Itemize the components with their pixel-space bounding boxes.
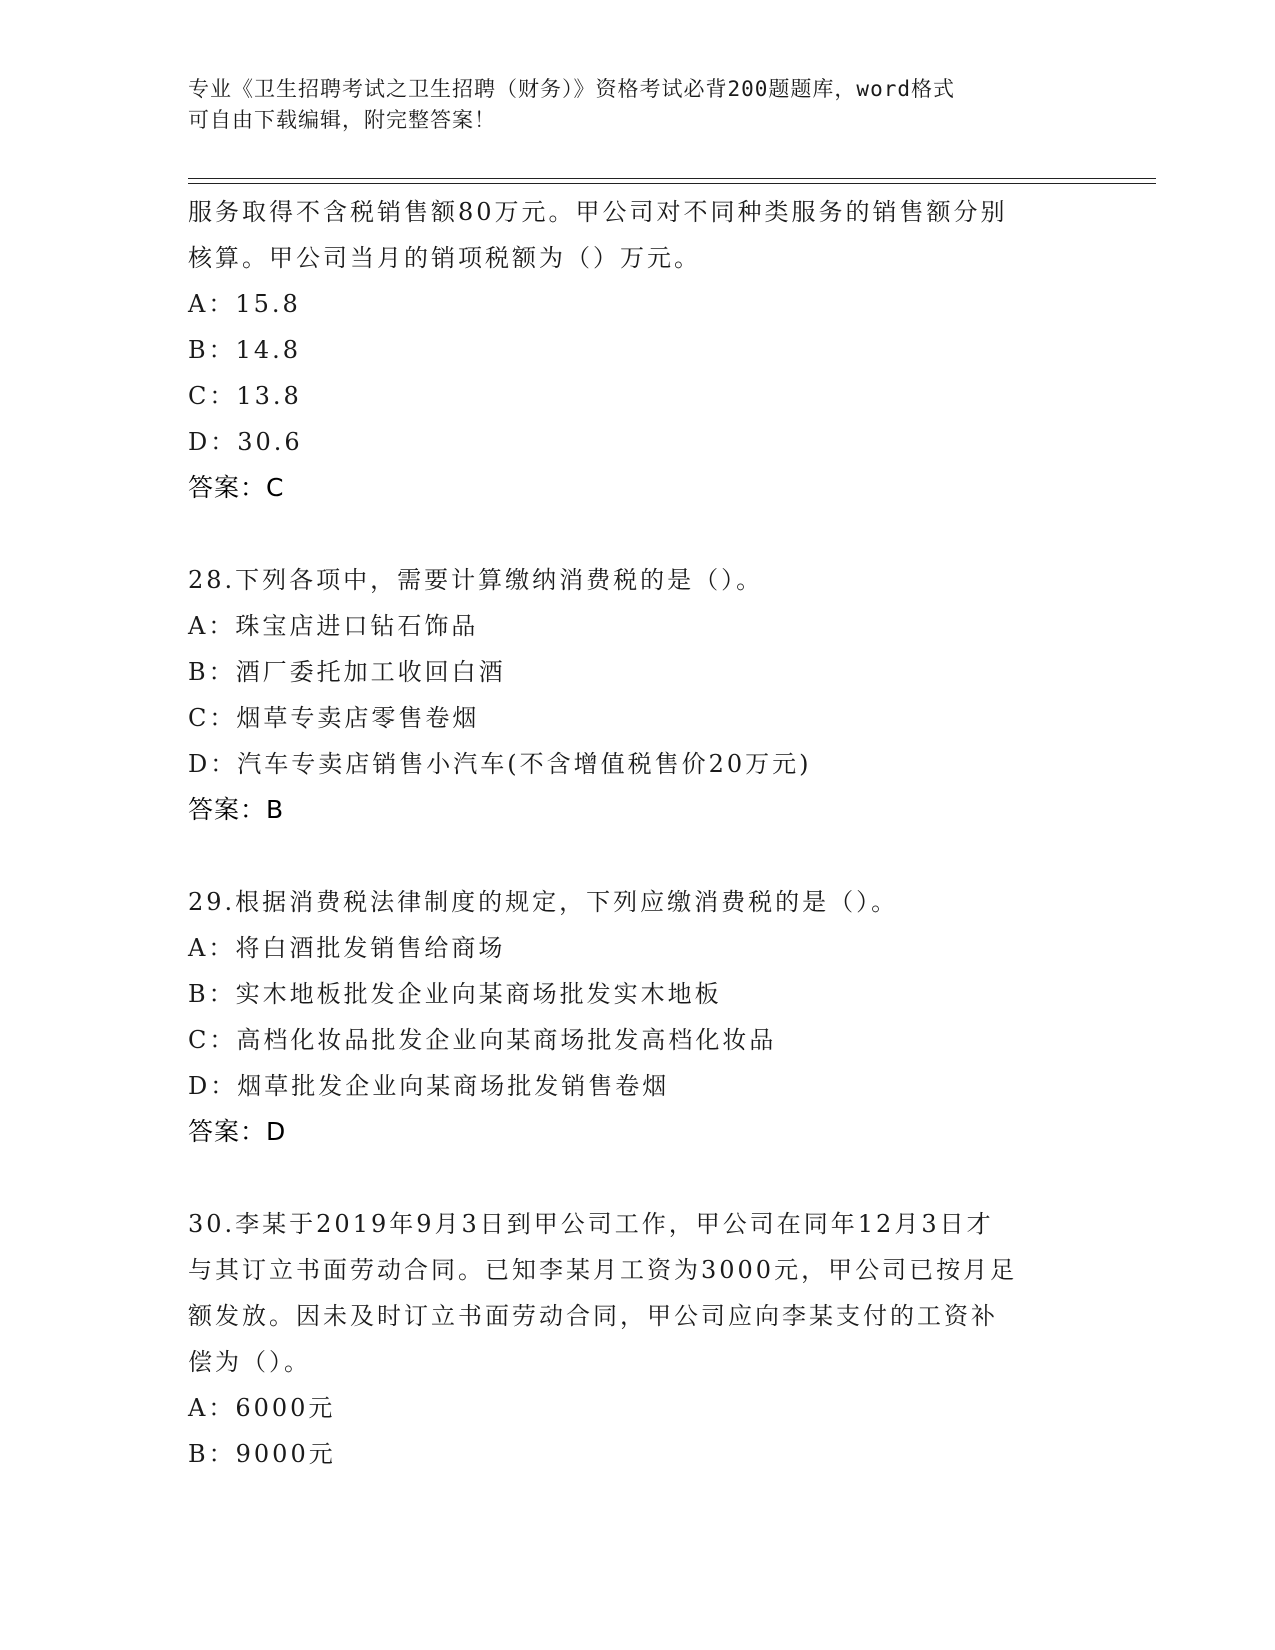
question-text-line: 29.根据消费税法律制度的规定，下列应缴消费税的是（）。 [188,888,899,916]
option-b: B：实木地板批发企业向某商场批发实木地板 [188,980,722,1008]
header-divider-bottom [188,183,1156,184]
option-c: C：高档化妆品批发企业向某商场批发高档化妆品 [188,1026,777,1054]
option-b: B：酒厂委托加工收回白酒 [188,658,506,686]
question-text-line: 28.下列各项中，需要计算缴纳消费税的是（）。 [188,566,764,594]
header-divider-top [188,178,1156,179]
question-text-line: 额发放。因未及时订立书面劳动合同，甲公司应向李某支付的工资补 [188,1302,998,1330]
question-text-line: 30.李某于2019年9月3日到甲公司工作，甲公司在同年12月3日才 [188,1210,994,1238]
question-30 [188,1201,1088,1477]
answer-line: 答案：B [188,795,285,824]
option-a: A：将白酒批发销售给商场 [188,934,506,962]
option-a: A：珠宝店进口钻石饰品 [188,612,479,640]
question-text-line: 核算。甲公司当月的销项税额为（）万元。 [188,244,701,272]
question-28 [188,557,1088,833]
header-title-line-2: 可自由下载编辑，附完整答案！ [188,108,496,132]
option-a: A：15.8 [188,290,301,318]
spacer [188,511,1088,557]
option-d: D：烟草批发企业向某商场批发销售卷烟 [188,1072,670,1100]
question-text-line: 与其订立书面劳动合同。已知李某月工资为3000元，甲公司已按月足 [188,1256,1018,1284]
option-b: B：14.8 [188,336,302,364]
option-b: B：9000元 [188,1440,336,1468]
question-27-continuation [188,189,1088,511]
question-29 [188,879,1088,1155]
option-a: A：6000元 [188,1394,336,1422]
spacer [188,833,1088,879]
header-title-line-1: 专业《卫生招聘考试之卫生招聘（财务）》资格考试必背200题题库，word格式 [188,77,955,101]
option-d: D：汽车专卖店销售小汽车(不含增值税售价20万元) [188,750,812,778]
answer-line: 答案：C [188,473,285,502]
option-d: D：30.6 [188,428,303,456]
document-header [188,74,1068,136]
option-c: C：烟草专卖店零售卷烟 [188,704,480,732]
question-text-line: 偿为（）。 [188,1348,311,1376]
question-content [188,189,1088,1477]
spacer [188,1155,1088,1201]
question-text-line: 服务取得不含税销售额80万元。甲公司对不同种类服务的销售额分别 [188,198,1008,226]
option-c: C：13.8 [188,382,302,410]
answer-line: 答案：D [188,1117,287,1146]
